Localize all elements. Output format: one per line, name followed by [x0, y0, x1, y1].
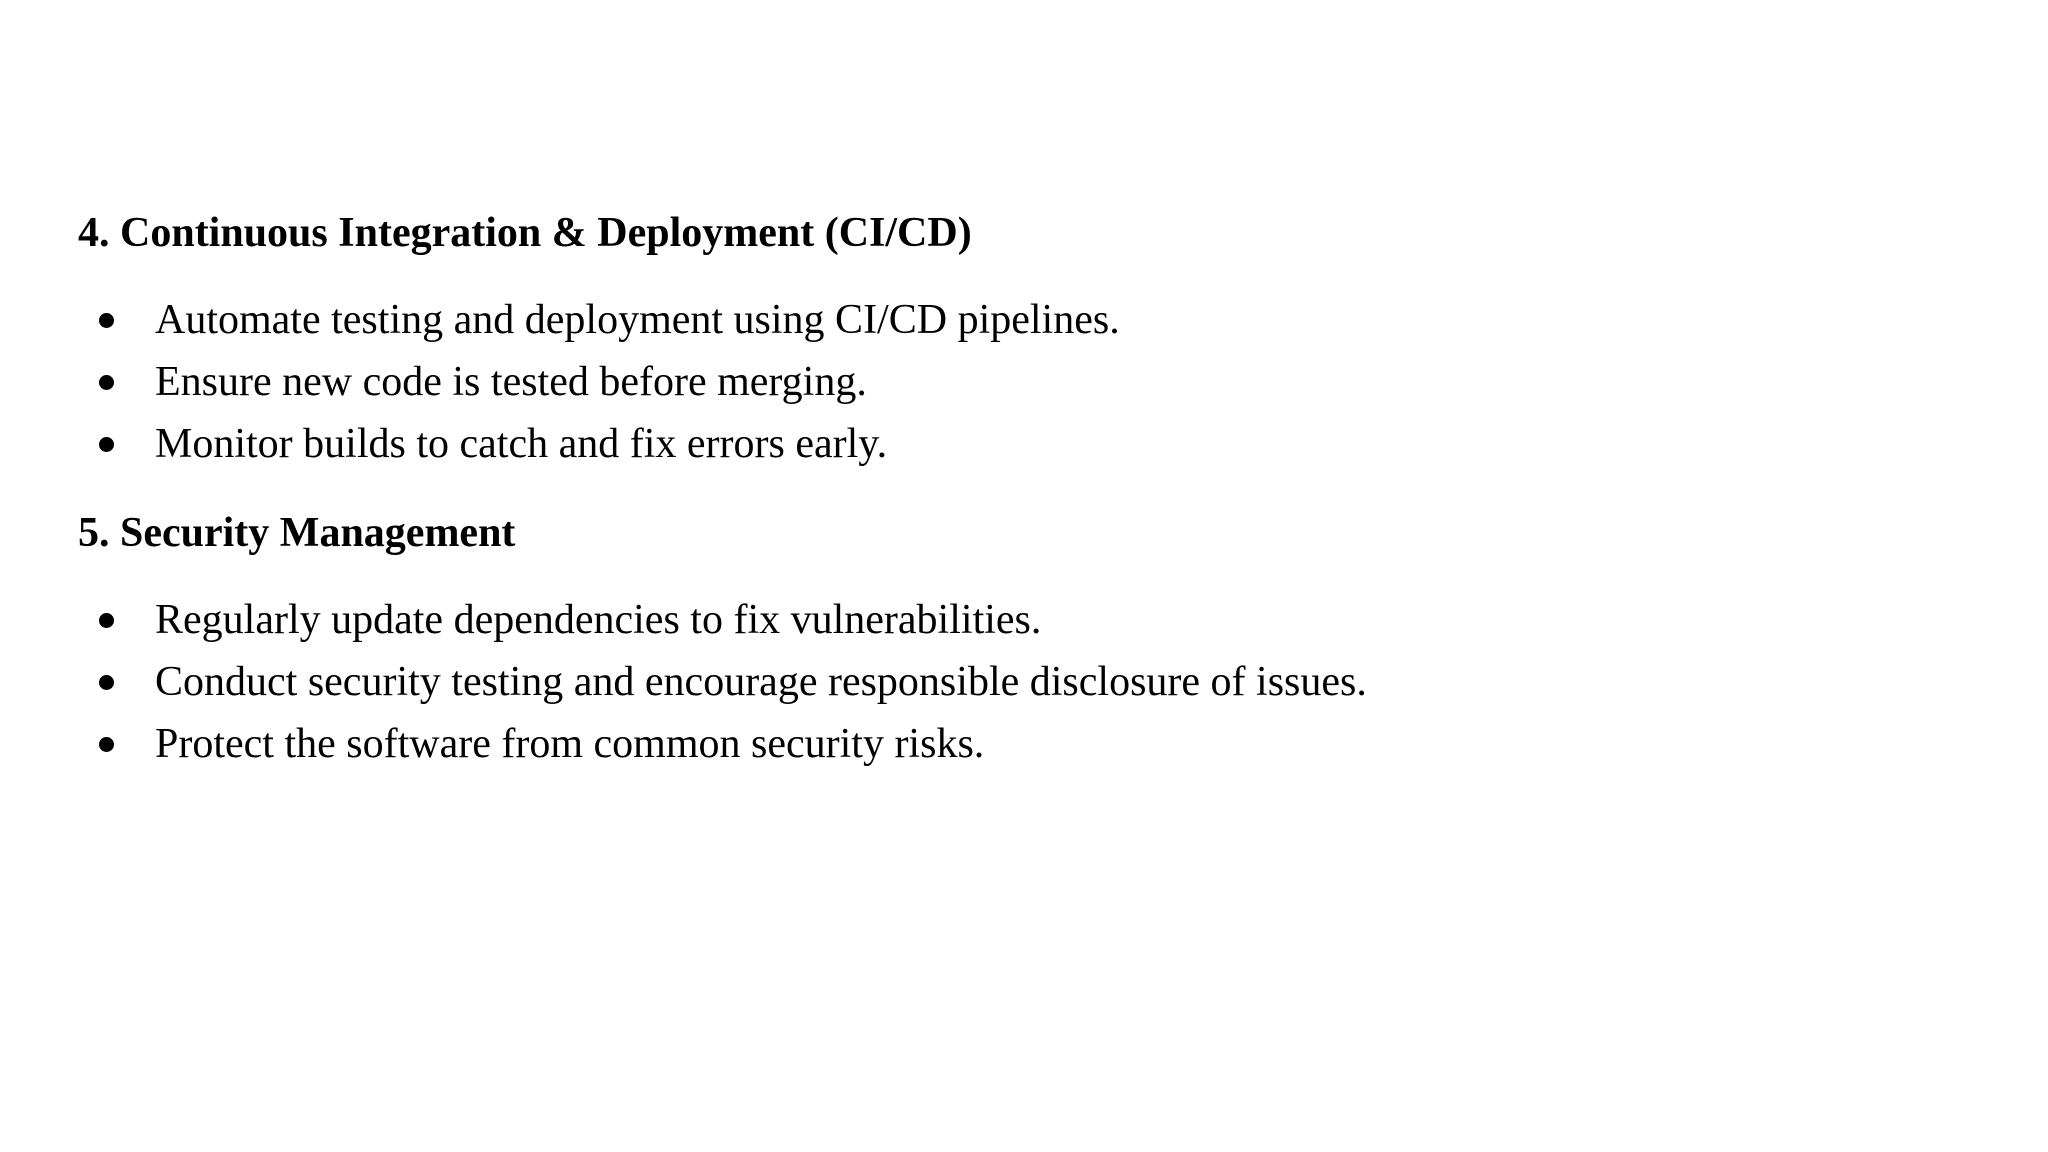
list-item-text: Protect the software from common security risks.: [155, 721, 985, 767]
list-item: [78, 289, 1978, 351]
bullet-list: [78, 589, 1978, 775]
bullet-icon: [99, 737, 114, 752]
list-item-text: Automate testing and deployment using CI/CD pipelines.: [155, 297, 1120, 343]
list-item: [78, 351, 1978, 413]
bullet-icon: [99, 313, 114, 328]
bullet-icon: [99, 375, 114, 390]
list-item: [78, 413, 1978, 475]
section-heading: 5. Security Management: [78, 510, 516, 556]
list-item: [78, 589, 1978, 651]
section-security-management: [78, 505, 1978, 775]
list-item-text: Monitor builds to catch and fix errors early.: [155, 421, 888, 467]
bullet-icon: [99, 613, 114, 628]
section-ci-cd: [78, 205, 1978, 475]
bullet-icon: [99, 675, 114, 690]
list-item: [78, 713, 1978, 775]
list-item-text: Ensure new code is tested before merging.: [155, 359, 867, 405]
list-item-text: Regularly update dependencies to fix vulnerabilities.: [155, 597, 1042, 643]
list-item: [78, 651, 1978, 713]
list-item-text: Conduct security testing and encourage responsible disclosure of issues.: [155, 659, 1367, 705]
section-heading: 4. Continuous Integration & Deployment (CI/CD): [78, 210, 972, 256]
bullet-icon: [99, 437, 114, 452]
bullet-list: [78, 289, 1978, 475]
